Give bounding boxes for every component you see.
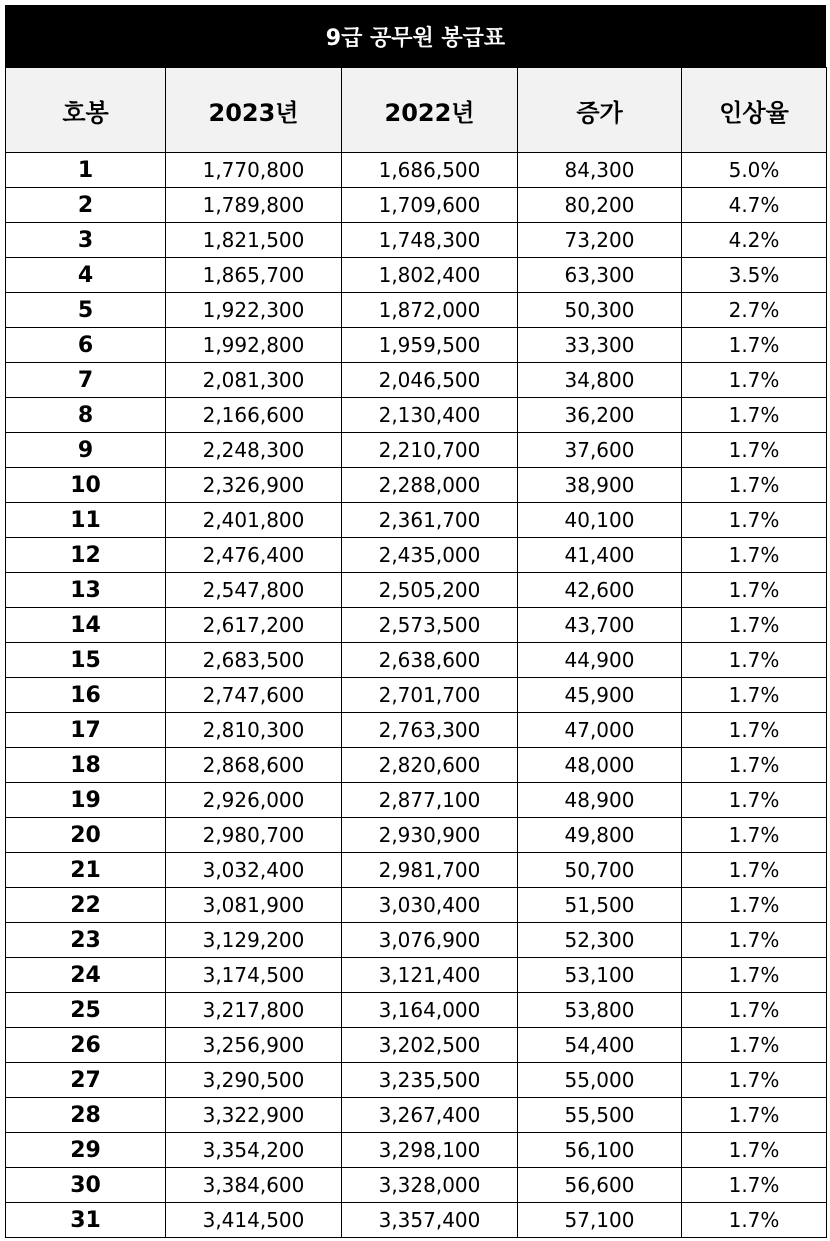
- cell-grade: 23: [6, 923, 166, 958]
- table-row: [6, 783, 827, 818]
- cell-rate: 1.7%: [682, 1028, 827, 1063]
- table-row: [6, 993, 827, 1028]
- cell-rate: 1.7%: [682, 1098, 827, 1133]
- table-row: [6, 1063, 827, 1098]
- cell-grade: 14: [6, 608, 166, 643]
- cell-grade: 29: [6, 1133, 166, 1168]
- cell-salary-2022: 1,802,400: [342, 258, 518, 293]
- table-row: [6, 293, 827, 328]
- cell-increase: 33,300: [518, 328, 682, 363]
- cell-salary-2023: 2,868,600: [166, 748, 342, 783]
- cell-grade: 9: [6, 433, 166, 468]
- cell-increase: 55,000: [518, 1063, 682, 1098]
- cell-increase: 56,600: [518, 1168, 682, 1203]
- header-2023: 2023년: [166, 68, 342, 153]
- cell-rate: 1.7%: [682, 433, 827, 468]
- cell-grade: 20: [6, 818, 166, 853]
- cell-salary-2022: 3,202,500: [342, 1028, 518, 1063]
- cell-salary-2022: 2,638,600: [342, 643, 518, 678]
- cell-salary-2023: 2,926,000: [166, 783, 342, 818]
- cell-salary-2022: 2,877,100: [342, 783, 518, 818]
- cell-rate: 2.7%: [682, 293, 827, 328]
- cell-increase: 80,200: [518, 188, 682, 223]
- cell-grade: 19: [6, 783, 166, 818]
- cell-grade: 1: [6, 153, 166, 188]
- cell-rate: 1.7%: [682, 1063, 827, 1098]
- cell-salary-2023: 1,865,700: [166, 258, 342, 293]
- cell-increase: 63,300: [518, 258, 682, 293]
- table-row: [6, 188, 827, 223]
- cell-salary-2023: 2,248,300: [166, 433, 342, 468]
- cell-increase: 41,400: [518, 538, 682, 573]
- cell-rate: 1.7%: [682, 1203, 827, 1238]
- table-row: [6, 1028, 827, 1063]
- table-row: [6, 573, 827, 608]
- cell-salary-2023: 1,770,800: [166, 153, 342, 188]
- cell-rate: 1.7%: [682, 468, 827, 503]
- cell-salary-2022: 2,573,500: [342, 608, 518, 643]
- cell-salary-2022: 2,288,000: [342, 468, 518, 503]
- table-row: [6, 468, 827, 503]
- cell-salary-2023: 2,166,600: [166, 398, 342, 433]
- table-title: 9급 공무원 봉급표: [5, 5, 826, 67]
- cell-salary-2023: 1,789,800: [166, 188, 342, 223]
- header-grade: 호봉: [6, 68, 166, 153]
- cell-rate: 1.7%: [682, 958, 827, 993]
- cell-grade: 24: [6, 958, 166, 993]
- cell-increase: 84,300: [518, 153, 682, 188]
- cell-rate: 1.7%: [682, 328, 827, 363]
- table-body: [6, 153, 827, 1238]
- table-row: [6, 1168, 827, 1203]
- cell-salary-2023: 3,256,900: [166, 1028, 342, 1063]
- cell-increase: 57,100: [518, 1203, 682, 1238]
- cell-salary-2022: 2,435,000: [342, 538, 518, 573]
- table-row: [6, 538, 827, 573]
- table-row: [6, 363, 827, 398]
- cell-salary-2022: 3,267,400: [342, 1098, 518, 1133]
- cell-increase: 49,800: [518, 818, 682, 853]
- cell-rate: 1.7%: [682, 1168, 827, 1203]
- cell-increase: 48,000: [518, 748, 682, 783]
- table-row: [6, 748, 827, 783]
- cell-salary-2022: 3,164,000: [342, 993, 518, 1028]
- cell-rate: 1.7%: [682, 678, 827, 713]
- cell-salary-2022: 2,130,400: [342, 398, 518, 433]
- cell-increase: 53,100: [518, 958, 682, 993]
- cell-increase: 36,200: [518, 398, 682, 433]
- cell-grade: 21: [6, 853, 166, 888]
- cell-salary-2023: 1,922,300: [166, 293, 342, 328]
- cell-rate: 1.7%: [682, 398, 827, 433]
- cell-salary-2023: 2,980,700: [166, 818, 342, 853]
- cell-salary-2023: 3,322,900: [166, 1098, 342, 1133]
- salary-table: [5, 67, 827, 1238]
- cell-grade: 28: [6, 1098, 166, 1133]
- cell-increase: 43,700: [518, 608, 682, 643]
- cell-rate: 1.7%: [682, 818, 827, 853]
- cell-salary-2023: 1,821,500: [166, 223, 342, 258]
- cell-grade: 13: [6, 573, 166, 608]
- cell-salary-2022: 3,328,000: [342, 1168, 518, 1203]
- cell-salary-2023: 3,081,900: [166, 888, 342, 923]
- cell-increase: 73,200: [518, 223, 682, 258]
- cell-salary-2022: 2,046,500: [342, 363, 518, 398]
- cell-salary-2023: 3,384,600: [166, 1168, 342, 1203]
- cell-grade: 25: [6, 993, 166, 1028]
- cell-increase: 52,300: [518, 923, 682, 958]
- cell-grade: 8: [6, 398, 166, 433]
- cell-grade: 27: [6, 1063, 166, 1098]
- cell-salary-2023: 2,617,200: [166, 608, 342, 643]
- table-row: [6, 1133, 827, 1168]
- cell-salary-2022: 3,076,900: [342, 923, 518, 958]
- cell-salary-2023: 2,476,400: [166, 538, 342, 573]
- cell-salary-2022: 2,210,700: [342, 433, 518, 468]
- cell-salary-2023: 3,290,500: [166, 1063, 342, 1098]
- cell-salary-2023: 3,174,500: [166, 958, 342, 993]
- table-row: [6, 958, 827, 993]
- cell-rate: 1.7%: [682, 853, 827, 888]
- cell-grade: 17: [6, 713, 166, 748]
- cell-salary-2022: 2,361,700: [342, 503, 518, 538]
- cell-rate: 1.7%: [682, 363, 827, 398]
- cell-salary-2023: 3,217,800: [166, 993, 342, 1028]
- cell-grade: 12: [6, 538, 166, 573]
- cell-increase: 44,900: [518, 643, 682, 678]
- cell-salary-2022: 3,357,400: [342, 1203, 518, 1238]
- cell-grade: 2: [6, 188, 166, 223]
- cell-rate: 1.7%: [682, 573, 827, 608]
- cell-increase: 56,100: [518, 1133, 682, 1168]
- cell-grade: 22: [6, 888, 166, 923]
- cell-salary-2022: 2,701,700: [342, 678, 518, 713]
- cell-grade: 15: [6, 643, 166, 678]
- table-row: [6, 643, 827, 678]
- cell-salary-2023: 2,081,300: [166, 363, 342, 398]
- table-row: [6, 678, 827, 713]
- cell-grade: 4: [6, 258, 166, 293]
- table-row: [6, 818, 827, 853]
- cell-salary-2022: 2,763,300: [342, 713, 518, 748]
- cell-rate: 1.7%: [682, 783, 827, 818]
- cell-salary-2023: 1,992,800: [166, 328, 342, 363]
- cell-salary-2023: 2,683,500: [166, 643, 342, 678]
- cell-increase: 40,100: [518, 503, 682, 538]
- cell-increase: 42,600: [518, 573, 682, 608]
- table-row: [6, 608, 827, 643]
- cell-salary-2023: 3,032,400: [166, 853, 342, 888]
- cell-salary-2022: 1,748,300: [342, 223, 518, 258]
- table-row: [6, 433, 827, 468]
- cell-grade: 18: [6, 748, 166, 783]
- cell-grade: 30: [6, 1168, 166, 1203]
- header-increase: 증가: [518, 68, 682, 153]
- cell-increase: 50,300: [518, 293, 682, 328]
- cell-increase: 47,000: [518, 713, 682, 748]
- cell-salary-2022: 3,121,400: [342, 958, 518, 993]
- table-row: [6, 853, 827, 888]
- header-row: [6, 68, 827, 153]
- cell-rate: 1.7%: [682, 923, 827, 958]
- cell-grade: 16: [6, 678, 166, 713]
- table-row: [6, 503, 827, 538]
- header-2022: 2022년: [342, 68, 518, 153]
- cell-rate: 1.7%: [682, 643, 827, 678]
- cell-grade: 3: [6, 223, 166, 258]
- table-row: [6, 153, 827, 188]
- cell-rate: 3.5%: [682, 258, 827, 293]
- cell-rate: 4.7%: [682, 188, 827, 223]
- cell-grade: 10: [6, 468, 166, 503]
- cell-salary-2023: 3,354,200: [166, 1133, 342, 1168]
- cell-grade: 6: [6, 328, 166, 363]
- cell-rate: 1.7%: [682, 993, 827, 1028]
- table-row: [6, 258, 827, 293]
- table-row: [6, 398, 827, 433]
- cell-salary-2023: 2,810,300: [166, 713, 342, 748]
- cell-rate: 4.2%: [682, 223, 827, 258]
- cell-rate: 1.7%: [682, 503, 827, 538]
- cell-increase: 53,800: [518, 993, 682, 1028]
- cell-salary-2022: 3,298,100: [342, 1133, 518, 1168]
- cell-rate: 1.7%: [682, 1133, 827, 1168]
- cell-rate: 1.7%: [682, 713, 827, 748]
- table-row: [6, 1098, 827, 1133]
- cell-salary-2023: 3,414,500: [166, 1203, 342, 1238]
- cell-salary-2023: 2,747,600: [166, 678, 342, 713]
- table-row: [6, 923, 827, 958]
- cell-increase: 48,900: [518, 783, 682, 818]
- cell-grade: 11: [6, 503, 166, 538]
- cell-salary-2022: 2,505,200: [342, 573, 518, 608]
- salary-table-sheet: [5, 5, 826, 1238]
- cell-increase: 55,500: [518, 1098, 682, 1133]
- cell-salary-2022: 1,872,000: [342, 293, 518, 328]
- cell-grade: 26: [6, 1028, 166, 1063]
- cell-increase: 50,700: [518, 853, 682, 888]
- cell-salary-2022: 2,820,600: [342, 748, 518, 783]
- table-row: [6, 328, 827, 363]
- table-row: [6, 1203, 827, 1238]
- cell-salary-2023: 2,547,800: [166, 573, 342, 608]
- cell-salary-2022: 1,709,600: [342, 188, 518, 223]
- table-row: [6, 713, 827, 748]
- cell-increase: 34,800: [518, 363, 682, 398]
- cell-rate: 1.7%: [682, 538, 827, 573]
- cell-grade: 31: [6, 1203, 166, 1238]
- cell-rate: 1.7%: [682, 608, 827, 643]
- cell-salary-2023: 3,129,200: [166, 923, 342, 958]
- cell-salary-2023: 2,326,900: [166, 468, 342, 503]
- cell-rate: 5.0%: [682, 153, 827, 188]
- cell-salary-2022: 2,930,900: [342, 818, 518, 853]
- cell-increase: 37,600: [518, 433, 682, 468]
- cell-rate: 1.7%: [682, 748, 827, 783]
- cell-increase: 38,900: [518, 468, 682, 503]
- cell-increase: 51,500: [518, 888, 682, 923]
- cell-grade: 5: [6, 293, 166, 328]
- cell-salary-2022: 1,686,500: [342, 153, 518, 188]
- cell-increase: 45,900: [518, 678, 682, 713]
- cell-grade: 7: [6, 363, 166, 398]
- header-rate: 인상율: [682, 68, 827, 153]
- cell-salary-2022: 2,981,700: [342, 853, 518, 888]
- cell-salary-2023: 2,401,800: [166, 503, 342, 538]
- cell-salary-2022: 3,235,500: [342, 1063, 518, 1098]
- table-row: [6, 223, 827, 258]
- cell-salary-2022: 3,030,400: [342, 888, 518, 923]
- table-row: [6, 888, 827, 923]
- cell-rate: 1.7%: [682, 888, 827, 923]
- cell-salary-2022: 1,959,500: [342, 328, 518, 363]
- cell-increase: 54,400: [518, 1028, 682, 1063]
